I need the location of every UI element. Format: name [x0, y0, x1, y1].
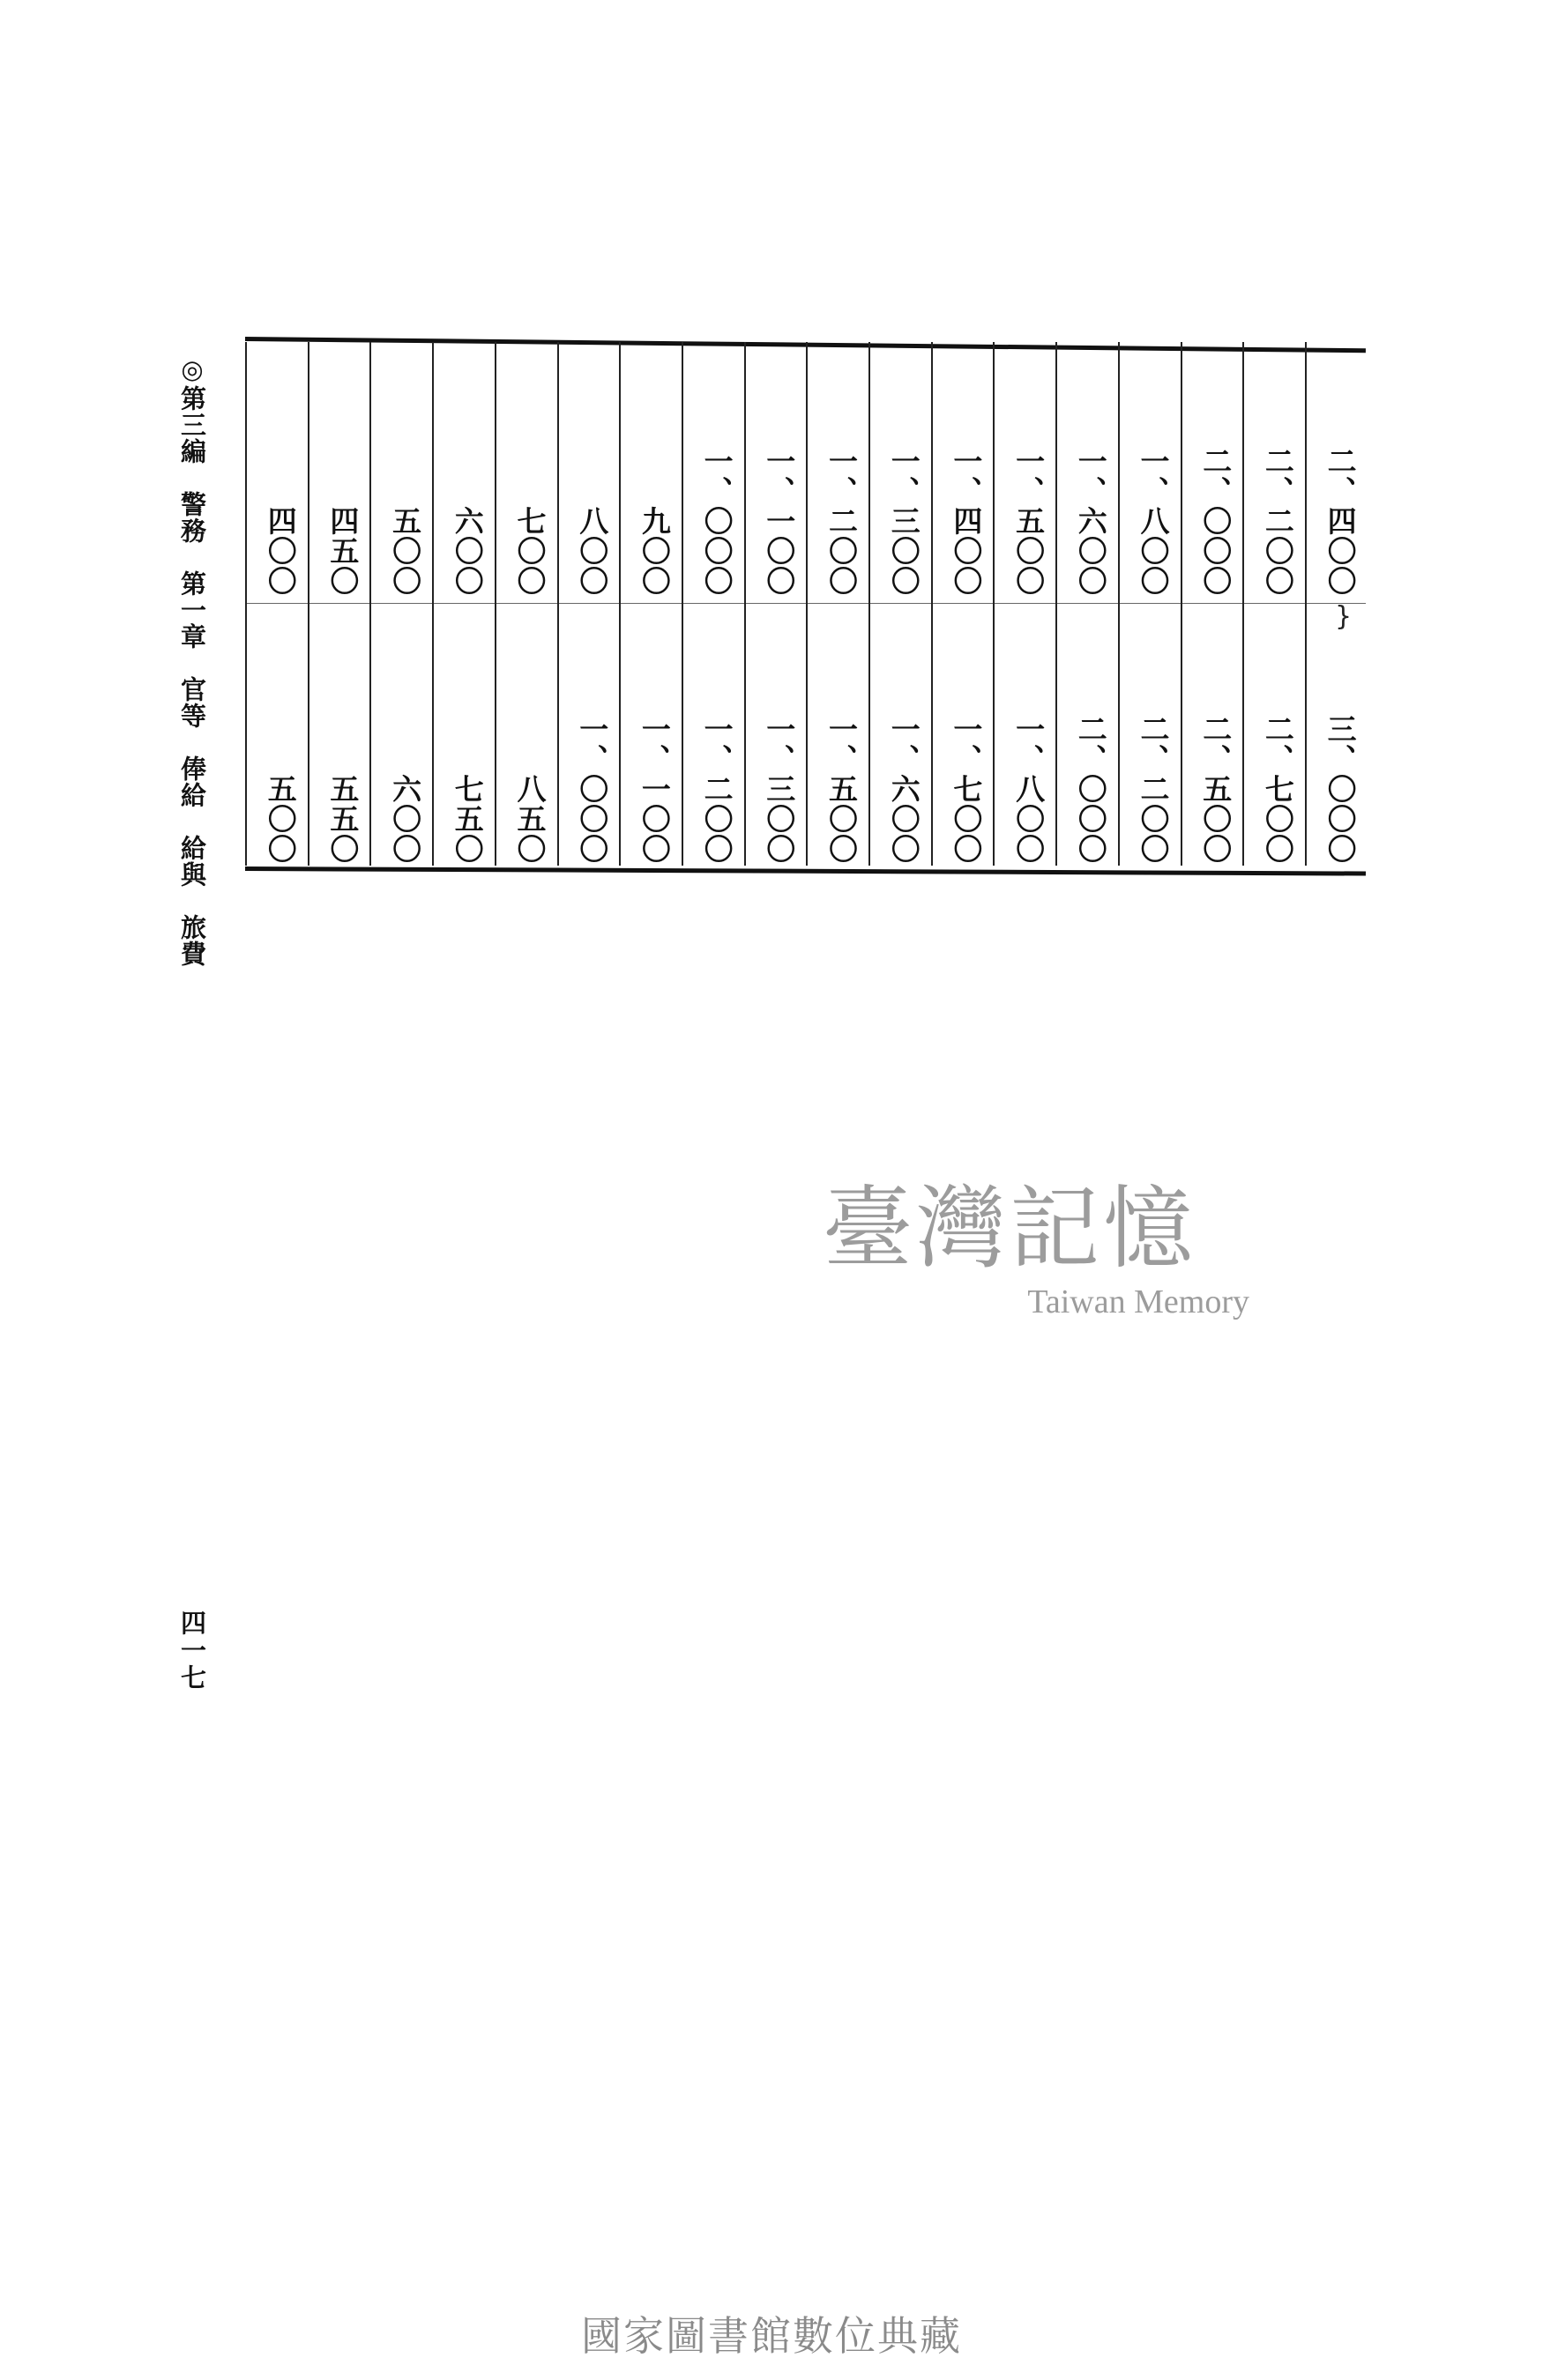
- table-cell-upper: 六〇〇: [450, 506, 485, 596]
- salary-table: [245, 337, 1366, 871]
- table-cell-lower: 二、五〇〇: [1198, 714, 1234, 864]
- table-column: [369, 342, 432, 866]
- table-cell-lower: 一、八〇〇: [1011, 714, 1047, 864]
- table-cell-upper: 一、〇〇〇: [699, 446, 734, 596]
- table-cell-lower: 一、〇〇〇: [575, 714, 610, 864]
- table-column: [619, 342, 682, 866]
- table-cell-lower: 一、五〇〇: [824, 714, 859, 864]
- table-column: [682, 342, 744, 866]
- table-cell-lower: 一、一〇〇: [637, 714, 672, 864]
- table-cell-lower: 一、二〇〇: [699, 714, 734, 864]
- table-cell-lower: 三、〇〇〇: [1323, 714, 1358, 864]
- table-cell-upper: 四〇〇: [263, 506, 298, 596]
- table-cell-upper: 七〇〇: [512, 506, 548, 596]
- table-cell-lower: 一、七〇〇: [949, 714, 984, 864]
- table-cell-upper: 一、四〇〇: [949, 446, 984, 596]
- table-cell-lower: 二、〇〇〇: [1073, 714, 1108, 864]
- table-column: [495, 342, 557, 866]
- table-cell-upper: 一、五〇〇: [1011, 446, 1047, 596]
- table-cell-upper: 二、四〇〇: [1323, 446, 1358, 596]
- table-cell-upper: 二、〇〇〇: [1198, 446, 1234, 596]
- table-column: [1055, 342, 1118, 866]
- table-column: [557, 342, 620, 866]
- watermark-logo: [763, 1177, 1256, 1321]
- table-cell-lower: 一、六〇〇: [886, 714, 921, 864]
- table-column: [1242, 342, 1305, 866]
- page-number: 四一七: [177, 1610, 207, 1692]
- table-cell-upper: 四五〇: [325, 506, 361, 596]
- footer-credit: 國家圖書館數位典藏: [581, 2312, 962, 2360]
- table-cell-upper: 一、二〇〇: [824, 446, 859, 596]
- table-cell-lower: 二、二〇〇: [1136, 714, 1171, 864]
- table-cell-lower: 七五〇: [450, 774, 485, 864]
- brace-mark: }: [1335, 601, 1353, 632]
- table-column: [1181, 342, 1243, 866]
- table-cell-upper: 五〇〇: [388, 506, 423, 596]
- watermark-chinese: 臺灣記憶: [823, 1177, 1196, 1282]
- table-column: [868, 342, 931, 866]
- table-cell-lower: 五五〇: [325, 774, 361, 864]
- table-cell-upper: 二、二〇〇: [1260, 446, 1295, 596]
- table-column: [744, 342, 807, 866]
- table-cell-upper: 八〇〇: [575, 506, 610, 596]
- table-cell-lower: 五〇〇: [263, 774, 298, 864]
- running-header: ◎第三編 警務 第一章 官等 俸給 給與 旅費: [177, 354, 207, 967]
- table-column: [308, 342, 370, 866]
- table-column: [806, 342, 868, 866]
- table-column: [931, 342, 994, 866]
- table-cell-upper: 一、三〇〇: [886, 446, 921, 596]
- table-cell-upper: 一、六〇〇: [1073, 446, 1108, 596]
- table-column: [245, 342, 308, 866]
- table-cell-lower: 一、三〇〇: [762, 714, 797, 864]
- table-column: [1118, 342, 1181, 866]
- table-cell-lower: 二、七〇〇: [1260, 714, 1295, 864]
- table-column: [432, 342, 495, 866]
- table-cell-upper: 一、八〇〇: [1136, 446, 1171, 596]
- table-column: [993, 342, 1055, 866]
- table-bottom-rule: [245, 866, 1366, 876]
- watermark-english: Taiwan Memory: [1027, 1283, 1249, 1320]
- table-cell-lower: 六〇〇: [388, 774, 423, 864]
- table-cell-upper: 一、一〇〇: [762, 446, 797, 596]
- table-cell-lower: 八五〇: [512, 774, 548, 864]
- table-cell-upper: 九〇〇: [637, 506, 672, 596]
